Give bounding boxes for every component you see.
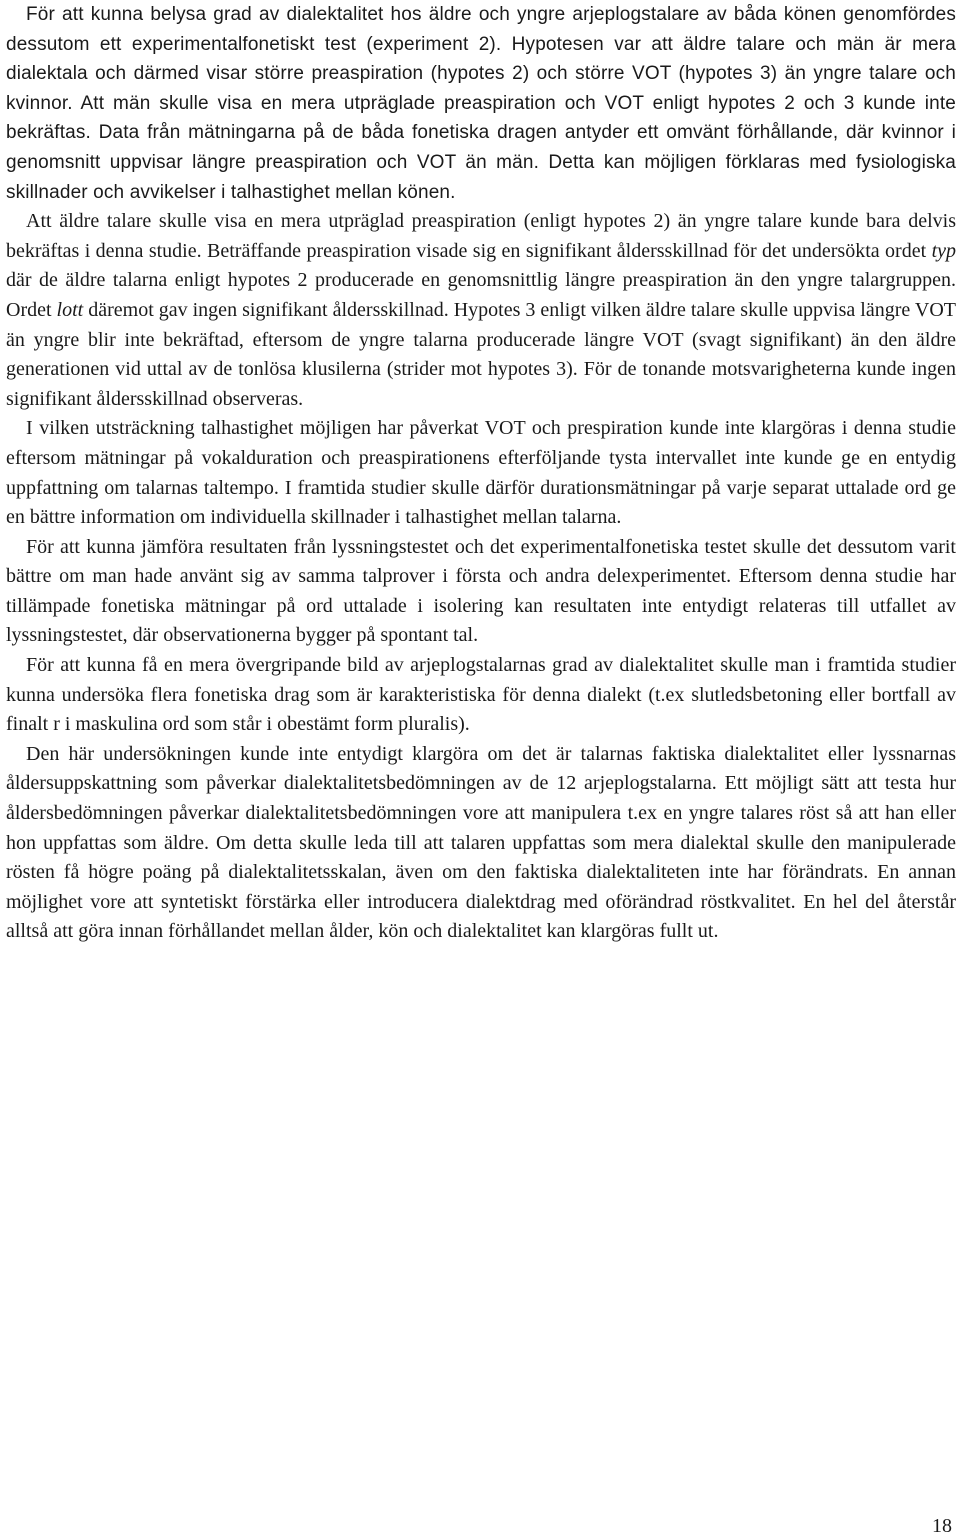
paragraph-2 — [6, 207, 956, 414]
paragraph-3-text: I vilken utsträckning talhastighet möjligen har påverkat VOT och prespiration kunde inte klargöras i denna studie eftersom mätningar på vokalduration och preaspirationens efterföljande tysta intervallet inte kunde ge en entydig uppfattning om talarnas taltempo. I framtida studier skulle därför durationsmätningar på varje separat uttalade ord ge en bättre information om individuella skillnader i talhastighet mellan talarna. — [6, 417, 956, 529]
paragraph-3 — [6, 414, 956, 532]
paragraph-6 — [6, 740, 956, 947]
paragraph-1-text: För att kunna belysa grad av dialektalitet hos äldre och yngre arjeplogstalare av båda könen genomfördes dessutom ett experimentalfonetiskt test (experiment 2). Hypotesen var att äldre talare och män är mera dialektala och därmed visar större preaspiration (hypotes 2) och större VOT (hypotes 3) än yngre talare och kvinnor. Att män skulle visa en mera utpräglade preaspiration och VOT enligt hypotes 2 och 3 kunde inte bekräftas. Data från mätningarna på de båda fonetiska dragen antyder ett omvänt förhållande, där kvinnor i genomsnitt uppvisar längre preaspiration och VOT än män. Detta kan möjligen förklaras med fysiologiska skillnader och avvikelser i talhastighet mellan könen. — [6, 4, 956, 203]
paragraph-1 — [6, 0, 956, 207]
paragraph-5 — [6, 651, 956, 740]
paragraph-6-text: Den här undersökningen kunde inte entydigt klargöra om det är talarnas faktiska dialektalitet eller lyssnarnas åldersuppskattning som påverkar dialektalitetsbedömningen av de 12 arjeplogstalarna. Ett möjligt sätt att testa hur åldersbedömningen påverkar dialektalitetsbedömningen vore att manipulera t.ex en yngre talares röst så att han eller hon uppfattas som äldre. Om detta skulle leda till att talaren uppfattas som mera dialektal skulle den manipulerade rösten få högre poäng på dialektalitetsskalan, även om den faktiska dialektaliteten inte har förändrats. En annan möjlighet vore att syntetiskt förstärka eller introducera dialektdrag med oförändrad röstkvalitet. En hel del återstår alltså att göra innan förhållandet mellan ålder, kön och dialektalitet kan klargöras fullt ut. — [6, 742, 956, 943]
paragraph-2-text-d: däremot gav ingen signifikant åldersskillnad. Hypotes 3 enligt vilken äldre talare skulle uppvisa längre VOT än yngre blir inte bekräftad, eftersom de yngre talarna producerade längre VOT (svagt signifikant) än den äldre generationen vid uttal av de tonlösa klusilerna (strider mot hypotes 3). För de tonande motsvarigheterna kunde ingen signifikant åldersskillnad observeras. — [6, 298, 956, 410]
paragraph-5-text: För att kunna få en mera övergripande bild av arjeplogstalarnas grad av dialektalitet skulle man i framtida studier kunna undersöka flera fonetiska drag som är karakteristiska för denna dialekt (t.ex slutledsbetoning eller bortfall av finalt r i maskulina ord som står i obestämt form pluralis). — [6, 654, 956, 736]
italic-term-lott: lott — [56, 298, 84, 321]
italic-term-typ: typ — [931, 239, 956, 262]
paragraph-2-text-c: där de äldre talarna enligt hypotes 2 producerade en genomsnittlig längre preaspiration än den yngre talargruppen. Ordet — [6, 269, 956, 321]
paragraph-4-text: För att kunna jämföra resultaten från lyssningstestet och det experimentalfonetiska testet skulle det dessutom varit bättre om man hade använt sig av samma talprover i första och andra delexperimentet. Eftersom denna studie har tillämpade fonetiska mätningar på ord uttalade i isolering kan resultaten inte entydigt relateras till utfallet av lyssningstestet, där observationerna bygger på spontant tal. — [6, 535, 956, 647]
page-number: 18 — [932, 1515, 952, 1537]
paragraph-2-text-a: Att äldre talare skulle visa en mera utpräglad preaspiration (enligt hypotes 2) än yngre talare kunde bara delvis bekräftas i denna studie. — [6, 210, 956, 262]
paragraph-2-text-b: Beträffande preaspiration visade sig en signifikant åldersskillnad för det undersökta ordet — [207, 239, 932, 262]
document-body — [6, 0, 956, 947]
paragraph-4 — [6, 533, 956, 651]
